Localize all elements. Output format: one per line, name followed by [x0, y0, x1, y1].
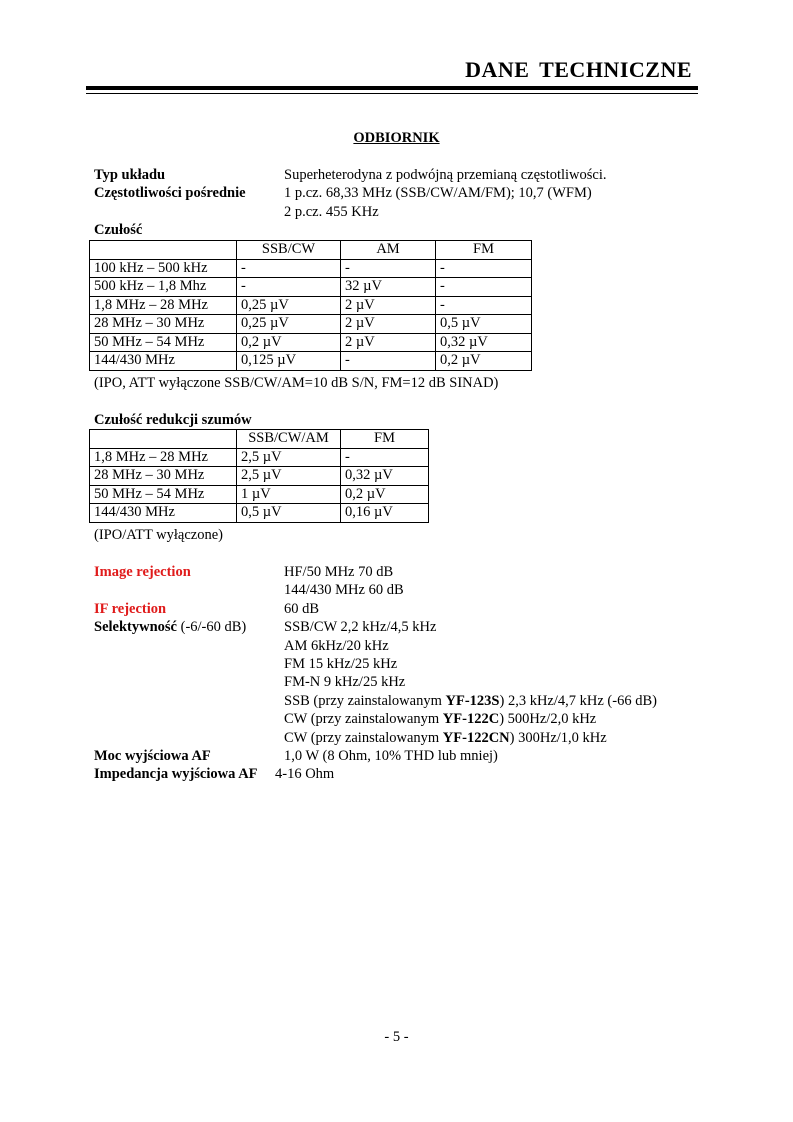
spec-value: 1,0 W (8 Ohm, 10% THD lub mniej) — [284, 748, 498, 765]
spec-row-if-rejection — [94, 600, 657, 618]
table-cell: 2 µV — [341, 333, 436, 352]
spec-label: IF rejection — [94, 600, 167, 617]
spec-row-circuit-type — [94, 166, 607, 184]
squelch-table — [89, 429, 429, 523]
table-cell: - — [341, 448, 429, 467]
table-cell: 1 µV — [237, 485, 341, 504]
filter-model: YF-122C — [442, 711, 500, 728]
spec-row-image-rejection — [94, 563, 657, 581]
spec-label: Typ układu — [94, 167, 166, 183]
table-cell: 144/430 MHz — [90, 352, 237, 371]
table-cell: - — [341, 259, 436, 278]
spec-label: Image rejection — [94, 564, 191, 580]
table-header-cell: SSB/CW/AM — [237, 430, 341, 449]
spec-row-af-impedance — [94, 765, 657, 783]
table-header-cell: AM — [341, 241, 436, 260]
table-cell: - — [237, 259, 341, 278]
table-header-cell — [90, 430, 237, 449]
spec-value: AM 6kHz/20 kHz — [284, 637, 389, 654]
table-row — [90, 467, 429, 486]
table-cell: 0,2 µV — [341, 485, 429, 504]
table-cell: 0,125 µV — [237, 352, 341, 371]
table-cell: - — [237, 278, 341, 297]
table-header-row — [90, 430, 429, 449]
table-cell: - — [341, 352, 436, 371]
spec-row-selectivity — [94, 618, 657, 636]
table-cell: 0,2 µV — [436, 352, 532, 371]
table-cell: - — [436, 259, 532, 278]
spec-value: HF/50 MHz 70 dB — [284, 564, 394, 580]
table-row — [90, 485, 429, 504]
table-header-cell: FM — [341, 430, 429, 449]
spec-label: Moc wyjściowa AF — [94, 748, 211, 765]
spec-row-af-output — [94, 747, 657, 765]
table-row — [90, 333, 532, 352]
table-cell: 0,25 µV — [237, 315, 341, 334]
table-header-cell: SSB/CW — [237, 241, 341, 260]
table-cell: 50 MHz – 54 MHz — [90, 485, 237, 504]
table-cell: 2,5 µV — [237, 467, 341, 486]
table-cell: 0,16 µV — [341, 504, 429, 523]
table-row — [90, 315, 532, 334]
page-header-title: DANE TECHNICZNE — [465, 57, 692, 82]
table-cell: 0,2 µV — [237, 333, 341, 352]
table-cell: 0,32 µV — [341, 467, 429, 486]
spec-value: 60 dB — [284, 600, 320, 617]
spec-value: 144/430 MHz 60 dB — [284, 582, 404, 599]
spec-value: 1 p.cz. 68,33 MHz (SSB/CW/AM/FM); 10,7 (WFM) — [284, 185, 592, 202]
sensitivity-table — [89, 240, 532, 371]
spec-value-filter: CW (przy zainstalowanym YF-122CN) 300Hz/1,0 kHz — [284, 729, 607, 746]
spec-value-filter: CW (przy zainstalowanym YF-122C) 500Hz/2,0 kHz — [284, 711, 597, 728]
spec-label: Impedancja wyjściowa AF — [94, 766, 258, 783]
table-cell: 500 kHz – 1,8 Mhz — [90, 278, 237, 297]
table-row — [90, 352, 532, 371]
table-cell: 1,8 MHz – 28 MHz — [90, 448, 237, 467]
spec-value: Superheterodyna z podwójną przemianą częstotliwości. — [284, 167, 607, 183]
specs-top — [94, 166, 607, 221]
table-cell: 100 kHz – 500 kHz — [90, 259, 237, 278]
table-cell: 32 µV — [341, 278, 436, 297]
table-cell: 28 MHz – 30 MHz — [90, 467, 237, 486]
squelch-label: Czułość redukcji szumów — [94, 412, 252, 428]
spec-label: Częstotliwości pośrednie — [94, 185, 246, 202]
table-header-cell — [90, 241, 237, 260]
table-row — [90, 448, 429, 467]
table-header-cell: FM — [436, 241, 532, 260]
table-header-row — [90, 241, 532, 260]
spec-value: 4-16 Ohm — [275, 766, 335, 783]
table-cell: 50 MHz – 54 MHz — [90, 333, 237, 352]
table-cell: - — [436, 296, 532, 315]
spec-row-if — [94, 184, 607, 202]
spec-label: Selektywność (-6/-60 dB) — [94, 619, 247, 636]
sensitivity-note: (IPO, ATT wyłączone SSB/CW/AM=10 dB S/N, FM=12 dB SINAD) — [94, 375, 499, 391]
table-cell: 0,32 µV — [436, 333, 532, 352]
sensitivity-label: Czułość — [94, 222, 143, 238]
spec-value: FM 15 kHz/25 kHz — [284, 656, 398, 673]
filter-model: YF-122CN — [442, 729, 510, 746]
table-cell: 2,5 µV — [237, 448, 341, 467]
page-number: - 5 - — [384, 1029, 409, 1045]
spec-value: SSB/CW 2,2 kHz/4,5 kHz — [284, 619, 437, 636]
spec-value: FM-N 9 kHz/25 kHz — [284, 674, 406, 691]
table-row — [90, 278, 532, 297]
section-title: ODBIORNIK — [353, 130, 440, 146]
table-cell: 144/430 MHz — [90, 504, 237, 523]
table-cell: 28 MHz – 30 MHz — [90, 315, 237, 334]
table-cell: 0,5 µV — [237, 504, 341, 523]
squelch-note: (IPO/ATT wyłączone) — [94, 527, 223, 543]
header-rule-thin — [86, 93, 698, 94]
filter-model: YF-123S — [445, 692, 500, 709]
table-row — [90, 259, 532, 278]
table-cell: 2 µV — [341, 296, 436, 315]
table-cell: 0,25 µV — [237, 296, 341, 315]
spec-value-filter: SSB (przy zainstalowanym YF-123S) 2,3 kHz/4,7 kHz (-66 dB) — [284, 692, 657, 709]
specs-bottom — [94, 563, 657, 784]
header-rule-thick — [86, 86, 698, 90]
table-cell: - — [436, 278, 532, 297]
spec-value: 2 p.cz. 455 KHz — [284, 203, 379, 220]
table-row — [90, 296, 532, 315]
table-cell: 1,8 MHz – 28 MHz — [90, 296, 237, 315]
spec-row-if-2 — [94, 203, 607, 221]
table-cell: 0,5 µV — [436, 315, 532, 334]
table-cell: 2 µV — [341, 315, 436, 334]
table-row — [90, 504, 429, 523]
